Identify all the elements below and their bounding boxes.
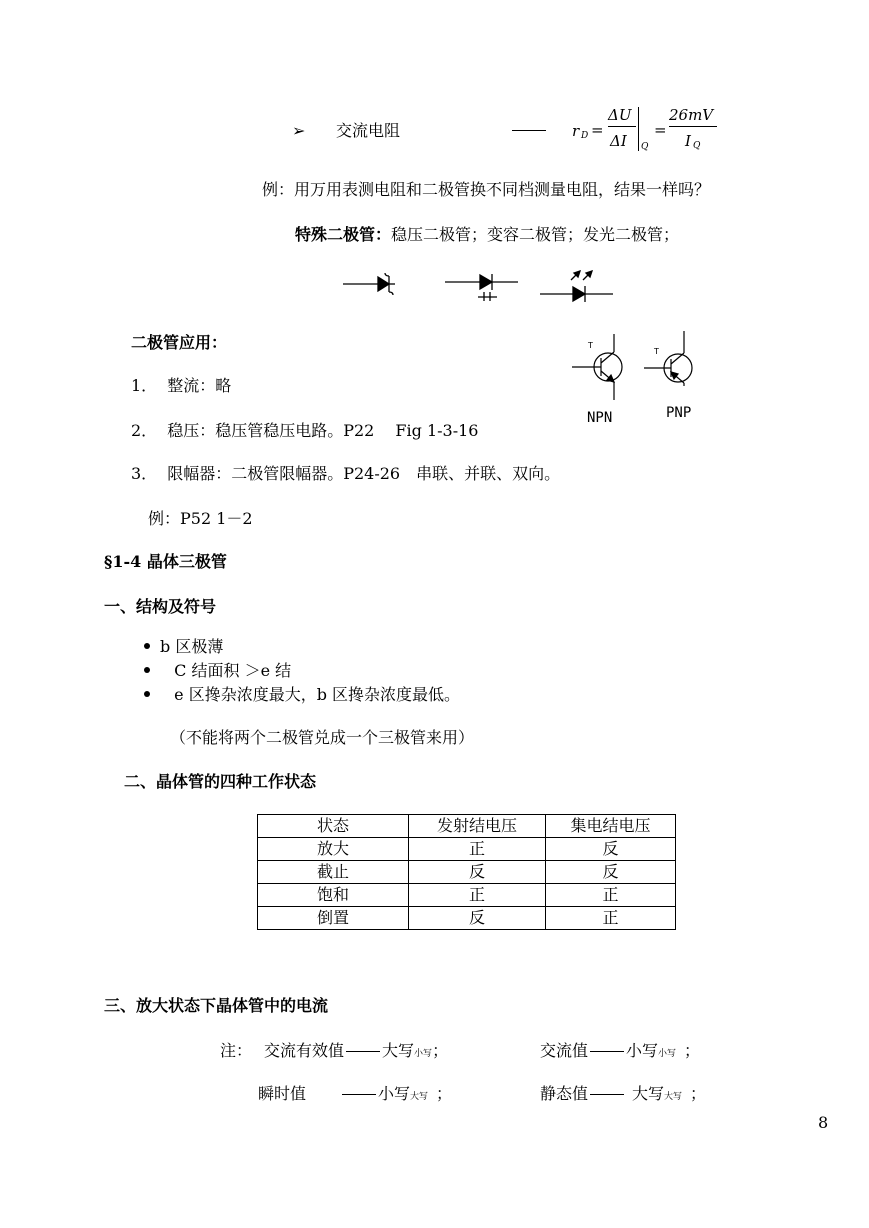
table-row bbox=[258, 884, 676, 907]
application-item: 2． 稳压：稳压管稳压电路。P22 Fig 1-3-16 bbox=[131, 421, 479, 440]
example-reference: 例：P52 1－2 bbox=[148, 509, 253, 528]
npn-transistor-icon bbox=[572, 334, 622, 400]
transistor-states-table bbox=[257, 814, 676, 930]
table-cell: 放大 bbox=[258, 838, 409, 861]
example-question: 例：用万用表测电阻和二极管换不同档测量电阻，结果一样吗？ bbox=[262, 180, 711, 199]
varactor-diode-icon bbox=[445, 274, 518, 301]
table-cell: 正 bbox=[409, 838, 546, 861]
list-item: C 结面积 ＞e 结 bbox=[150, 661, 460, 685]
notation-instantaneous: 瞬时值 小写大写 ； bbox=[258, 1084, 453, 1103]
special-diodes-line bbox=[295, 225, 679, 245]
dash-line bbox=[512, 130, 546, 131]
parenthetical-note: （不能将两个二极管兑成一个三极管来用） bbox=[170, 728, 475, 747]
table-cell: 正 bbox=[546, 884, 676, 907]
heading-structure-symbols: 一、结构及符号 bbox=[104, 597, 217, 616]
special-diodes-label: 特殊二极管： bbox=[295, 225, 392, 244]
svg-text:T: T bbox=[588, 341, 593, 350]
column-header: 集电结电压 bbox=[546, 815, 676, 838]
pnp-transistor-icon bbox=[644, 331, 692, 386]
notation-static: 静态值 大写大写 ； bbox=[540, 1084, 707, 1103]
column-header: 状态 bbox=[258, 815, 409, 838]
npn-label: NPN bbox=[587, 410, 613, 426]
zener-diode-icon bbox=[343, 273, 395, 295]
table-cell: 饱和 bbox=[258, 884, 409, 907]
list-item: e 区搀杂浓度最大，b 区搀杂浓度最低。 bbox=[150, 685, 460, 709]
arrow-bullet: ➢ bbox=[292, 121, 306, 140]
table-row bbox=[258, 838, 676, 861]
table-cell: 截止 bbox=[258, 861, 409, 884]
ac-resistance-formula: r D = ΔU ΔI Q = 26mV I Q bbox=[572, 104, 722, 160]
heading-currents: 三、放大状态下晶体管中的电流 bbox=[104, 996, 329, 1015]
column-header: 发射结电压 bbox=[409, 815, 546, 838]
table-cell: 正 bbox=[409, 884, 546, 907]
table-row bbox=[258, 861, 676, 884]
svg-text:T: T bbox=[654, 347, 659, 356]
application-item: 3． 限幅器：二极管限幅器。P24-26 串联、并联、双向。 bbox=[131, 464, 561, 483]
table-cell: 反 bbox=[409, 907, 546, 930]
table-cell: 反 bbox=[546, 838, 676, 861]
structure-bullet-list bbox=[150, 637, 460, 709]
table-cell: 正 bbox=[546, 907, 676, 930]
application-item: 1． 整流：略 bbox=[131, 376, 232, 395]
table-cell: 反 bbox=[409, 861, 546, 884]
pnp-label: PNP bbox=[666, 405, 692, 421]
heading-four-states: 二、晶体管的四种工作状态 bbox=[124, 772, 317, 791]
table-cell: 倒置 bbox=[258, 907, 409, 930]
applications-title: 二极管应用： bbox=[131, 333, 228, 352]
section-title: §1-4 晶体三极管 bbox=[104, 552, 227, 571]
transistor-symbols bbox=[568, 328, 708, 408]
table-cell: 反 bbox=[546, 861, 676, 884]
notation-ac-value: 交流值 小写小写 ； bbox=[540, 1041, 701, 1060]
ac-resistance-label: 交流电阻 bbox=[336, 121, 401, 140]
table-row bbox=[258, 907, 676, 930]
list-item: b 区极薄 bbox=[150, 637, 460, 661]
page-number: 8 bbox=[818, 1113, 829, 1132]
special-diode-symbols bbox=[340, 264, 620, 304]
notation-ac-rms: 注： 交流有效值 大写小写； bbox=[220, 1041, 449, 1060]
special-diodes-list: 稳压二极管；变容二极管；发光二极管； bbox=[391, 225, 680, 244]
table-header-row bbox=[258, 815, 676, 838]
led-diode-icon bbox=[540, 271, 613, 302]
